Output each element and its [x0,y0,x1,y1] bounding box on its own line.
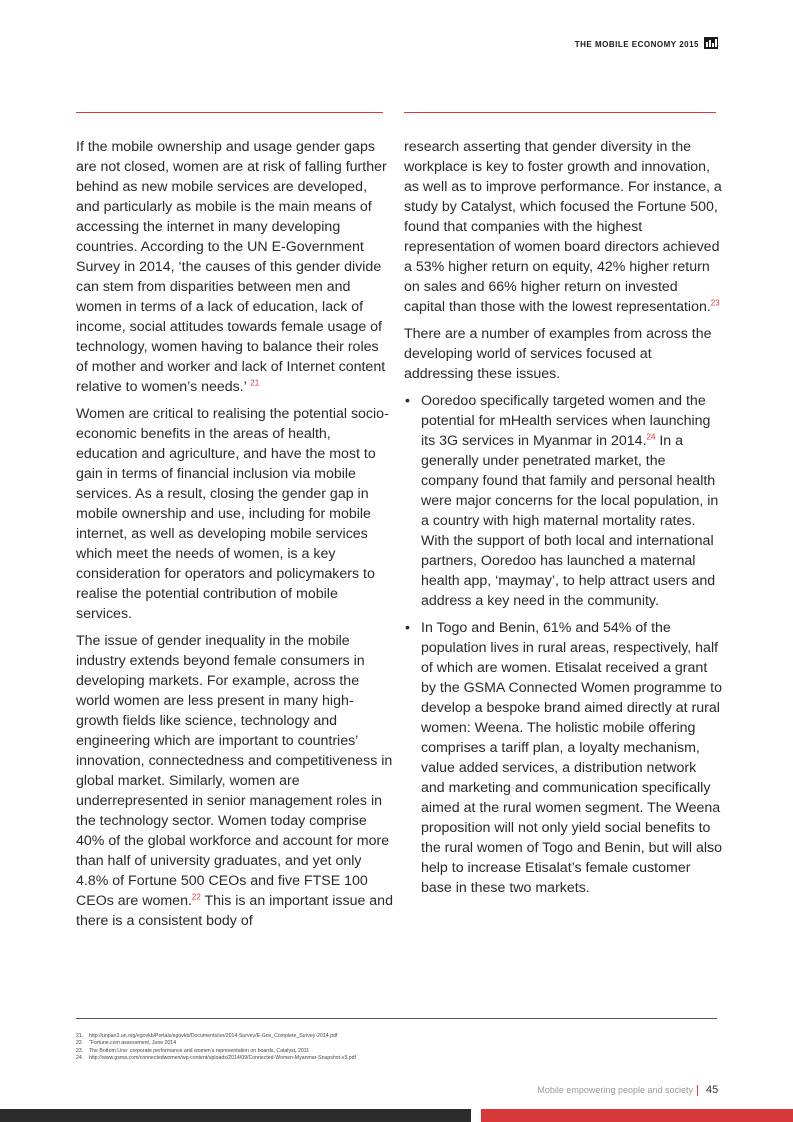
footnote: 21. http://unpan3.un.org/egovkb/Portals/egovkb/Documents/un/2014-Survey/E-Gov_Complete_Survey-2014.pdf [76,1033,338,1039]
footnote-divider [76,1018,717,1019]
footer-bar-red [481,1109,793,1122]
footnote-ref[interactable]: 22 [191,892,201,902]
footer-bar-dark [0,1109,471,1122]
footer-separator [697,1085,698,1096]
footnote-ref[interactable]: 21 [250,378,260,388]
examples-list [404,391,722,898]
footer-tagline: Mobile empowering people and society [537,1085,693,1095]
footnote: 23. The Bottom Line: corporate performance and women’s representation on boards, Catalyst, 2011 [76,1047,310,1054]
right-column [404,137,722,905]
footnote-ref[interactable]: 24 [646,432,656,442]
list-item: • In Togo and Benin, 61% and 54% of the population lives in rural areas, respectively, half of which are women. Etisalat received a grant by the GSMA Connected Women programme to develop a bespoke brand aimed directly at rural women: Weena. The holistic mobile offering comprises a tariff plan, a loyalty mechanism, value added services, a distribution network and marketing and communication specifically aimed at the rural women segment. The Weena proposition will not only yield social benefits to the rural women of Togo and Benin, but will also help to increase Etisalat’s female customer base in these two markets. [404,618,722,898]
left-column-divider [76,112,383,113]
report-logo-icon [704,37,718,49]
report-title: THE MOBILE ECONOMY 2015 [574,40,699,49]
footnote-ref[interactable]: 23 [710,298,720,308]
footnote-link[interactable]: http://unpan3.un.org/egovkb/Portals/egovkb/Documents/un/2014-Survey/E-Gov_Complete_Survey-2014.pdf [89,1033,338,1039]
footnote-link[interactable]: http://www.gsma.com/connectedwomen/wp-content/uploads/2014/09/Connected-Women-Myanmar-Snapshot-v3.pdf [89,1054,356,1061]
paragraph: If the mobile ownership and usage gender gaps are not closed, women are at risk of falling further behind as new mobile services are developed, and particularly as mobile is the main means of accessing the internet in many developing countries. According to the UN E-Government Survey in 2014, ‘the causes of this gender divide can stem from disparities between men and women in terms of a lack of education, lack of income, social attitudes towards female usage of technology, women having to balance their roles of mother and worker and lack of Internet content relative to women’s needs.’ $^{21}$ [76,139,387,395]
paragraph: research asserting that gender diversity in the workplace is key to foster growth and innovation, as well as to improve performance. For instance, a study by Catalyst, which focused the Fortune 500, found that companies with the highest representation of women board directors achieved a 53% higher return on equity, 42% higher return on sales and 66% higher return on invested capital than those with the lowest representation.$^{23}$ [404,139,722,315]
right-column-divider [404,112,716,113]
paragraph: There are a number of examples from across the developing world of services focused at addressing these issues. [404,326,712,382]
paragraph: The issue of gender inequality in the mobile industry extends beyond female consumers in developing markets. For example, across the world women are less present in many high-growth fields like science, technology and engineering which are important to countries’ innovation, connectedness and competitiveness in global market. Similarly, women are underrepresented in senior management roles in the technology sector. Women today comprise 40% of the global workforce and account for more than half of university graduates, and yet only 4.8% of Fortune 500 CEOs and five FTSE 100 CEOs are women.$^{22}$ This is an important issue and there is a consistent body of [76,633,393,929]
footnotes [76,1033,717,1062]
paragraph: Women are critical to realising the potential socio-economic benefits in the areas of health, education and agriculture, and have the most to gain in terms of financial inclusion via mobile services. As a result, closing the gender gap in mobile ownership and use, including for mobile internet, as well as developing mobile services which meet the needs of women, is a key consideration for operators and policymakers to realise the potential contribution of mobile services. [76,406,389,622]
footnote: 24. http://www.gsma.com/connectedwomen/wp-content/uploads/2014/09/Connected-Women-Myanmar-Snapshot-v3.pdf [76,1054,356,1061]
left-column [76,137,394,938]
footnote: 22. “Fortune.com assessment, June 2014 [76,1040,177,1047]
list-item: • Ooredoo specifically targeted women and the potential for mHealth services when launching its 3G services in Myanmar in 2014.24 In a generally under penetrated market, the company found that family and personal health were major concerns for the local population, in a country with high maternal mortality rates. With the support of both local and international partners, Ooredoo has launched a maternal health app, ‘maymay’, to help attract users and address a key need in the community. [404,391,722,611]
page-number: 45 [706,1084,719,1096]
